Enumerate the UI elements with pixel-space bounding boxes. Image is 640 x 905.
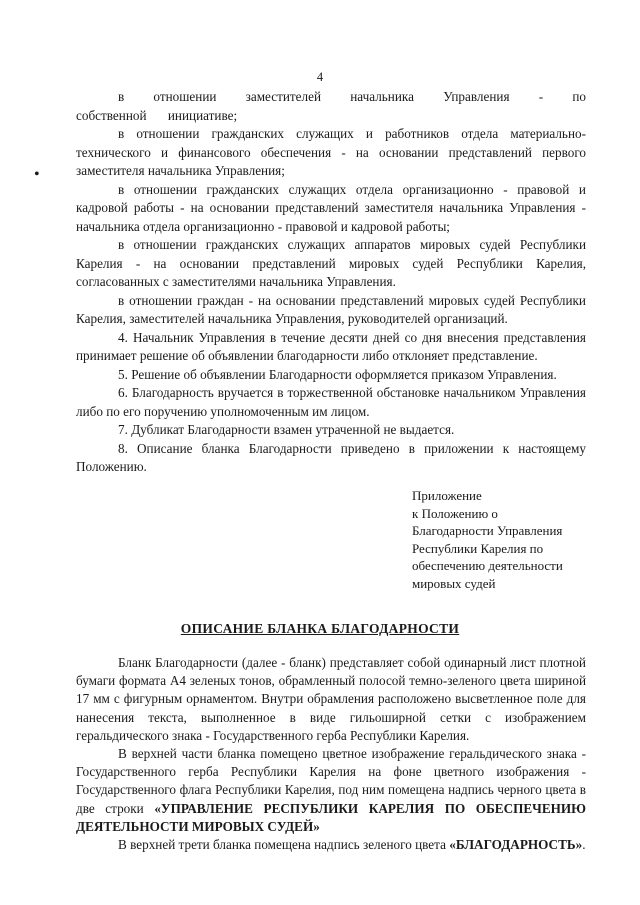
list-item: в отношении гражданских служащих аппаратов мировых судей Республики Карелия - на основании представлений мировых судей Республики Карелия, согласованных с заместителями начальника Управления.: [76, 237, 586, 289]
description-paragraph: [76, 745, 586, 836]
appendix-line: Приложение: [412, 488, 482, 503]
list-item: в отношении гражданских служащих и работников отдела материально-технического и финансового обеспечения - на основании представлений первого заместителя начальника Управления;: [76, 126, 586, 178]
description-body: [76, 654, 586, 854]
numbered-item: 7. Дубликат Благодарности взамен утраченной не выдается.: [118, 422, 455, 437]
list-item: в отношении заместителей начальника Управления - по собственной инициативе;: [76, 89, 586, 123]
appendix-line: обеспечению деятельности: [412, 558, 563, 574]
paragraph-text: В верхней части бланка помещено цветное изображение геральдического знака - Государственного герба Республики Карелия на фоне цветного изображения - Государственного флага Республики Карелия, под ним помещена надпись черного цвета в две строки: [76, 746, 586, 816]
appendix-line: к Положению о: [412, 505, 498, 521]
numbered-item: 4. Начальник Управления в течение десяти дней со дня внесения представления принимает решение об объявлении благодарности либо отклоняет представление.: [76, 329, 586, 363]
numbered-item: 8. Описание бланка Благодарности приведено в приложении к настоящему Положению.: [76, 440, 586, 474]
numbered-item: 5. Решение об объявлении Благодарности оформляется приказом Управления.: [118, 366, 557, 382]
bold-text: «БЛАГОДАРНОСТЬ»: [449, 837, 583, 853]
paragraph-text: В верхней трети бланка помещена надпись зеленого цвета: [118, 837, 450, 853]
paragraph-end: .: [582, 837, 586, 853]
description-paragraph: [76, 836, 586, 854]
page-number: 4: [316, 70, 324, 84]
appendix-line: Республики Карелия по: [412, 540, 544, 556]
document-body: [76, 88, 586, 477]
bold-text: «УПРАВЛЕНИЕ РЕСПУБЛИКИ КАРЕЛИЯ ПО ОБЕСПЕЧЕНИЮ ДЕЯТЕЛЬНОСТИ МИРОВЫХ СУДЕЙ»: [76, 800, 586, 834]
appendix-reference: [412, 487, 602, 593]
appendix-line: Благодарности Управления: [412, 523, 563, 539]
list-item: в отношении граждан - на основании представлений мировых судей Республики Карелия, заместителей начальника Управления, руководителей организаций.: [76, 292, 586, 326]
list-item: в отношении гражданских служащих отдела организационно - правовой и кадровой работы - на основании представлений заместителя начальника Управления - начальника отдела организационно - правовой и кадровой работы;: [76, 181, 586, 234]
section-title: ОПИСАНИЕ БЛАНКА БЛАГОДАРНОСТИ: [180, 621, 460, 636]
appendix-line: мировых судей: [412, 575, 496, 591]
margin-mark: •: [34, 166, 40, 183]
description-paragraph: Бланк Благодарности (далее - бланк) представляет собой одинарный лист плотной бумаги формата А4 зеленых тонов, обрамленный полосой темно-зеленого цвета шириной 17 мм с фигурным орнаментом. Внутри обрамления расположено высветленное поле для нанесения текста, выполненное в виде гильоширной сетки с изображением геральдического знака - Государственного герба Республики Карелия.: [76, 655, 586, 743]
numbered-item: 6. Благодарность вручается в торжественной обстановке начальником Управления либо по его поручению уполномоченным им лицом.: [76, 385, 586, 419]
